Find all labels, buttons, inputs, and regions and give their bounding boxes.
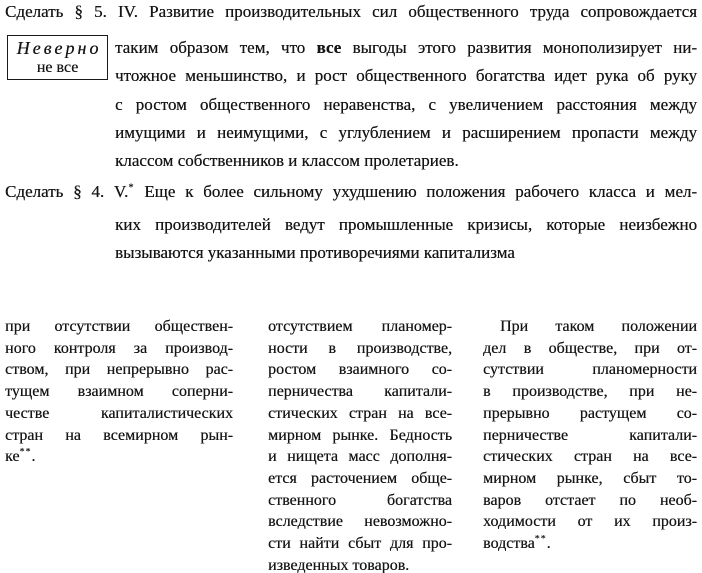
text-line: ется расточением обще- (268, 469, 452, 487)
column-right (483, 316, 697, 555)
text-line: ходимости от их произ- (483, 513, 697, 531)
text-line: вследствие невозможно- (268, 513, 452, 531)
text-line: мирном рынке. Бедность (268, 426, 452, 444)
text-line: ростом взаимного со- (268, 361, 452, 379)
column-left (5, 316, 233, 468)
text-line: водства**. (483, 533, 551, 553)
text-line: ством, при непрерывно рас- (5, 361, 233, 379)
column-middle (268, 316, 452, 573)
annotation-text-neverno: Неверно (16, 38, 102, 58)
paragraph-1-first-line (5, 0, 697, 26)
text-line: и нищета масс дополня- (268, 448, 452, 466)
text-line: отсутствием планомер- (268, 318, 452, 335)
text-line: ке**. (5, 446, 36, 466)
annotation-box (7, 35, 108, 80)
text-line: ного контроля за производ- (5, 339, 233, 357)
text-line: тущем взаимном соперни- (5, 383, 233, 401)
text-line: сти найти сбыт для про- (268, 535, 452, 553)
paragraph-2-body (115, 211, 697, 268)
text-line: стических стран на все- (268, 404, 452, 422)
text-line: Сделать § 4. V.* Еще к более сильному ухудшению положения рабочего класса и мел- (5, 182, 698, 201)
text-line: изведенных товаров. (268, 556, 410, 573)
text-line: ности в производстве, (268, 339, 452, 357)
text-line: стических стран на все- (483, 448, 697, 466)
text-line: варов отстает по необ- (483, 491, 697, 509)
text-line: честве капиталистических (5, 404, 233, 422)
text-line: классом собственников и классом пролетариев. (115, 151, 459, 170)
text-line: ственного богатства (268, 491, 452, 509)
text-line: сутствии планомерности (483, 361, 697, 379)
text-line: Сделать § 5. IV. Развитие производительных сил общественного труда сопровождается (5, 2, 697, 21)
text-line: прерывно растущем со- (483, 404, 697, 422)
text-line: чтожное меньшинство, и рост общественного богатства идет рука об руку (115, 66, 697, 86)
text-line: мирном рынке, сбыт то- (483, 469, 697, 487)
text-line: имущими и неимущими, с углублением и расширением пропасти между (115, 122, 697, 142)
text-line: при отсутствии обществен- (5, 318, 233, 335)
annotation-text-ne-vse: не все (36, 59, 79, 76)
text-line: перничестве капитали- (483, 426, 697, 444)
paragraph-2-first-line (5, 178, 697, 206)
text-line: с ростом общественного неравенства, с увеличением расстояния между (115, 94, 697, 114)
text-line: ких производителей ведут промышленные кризисы, которые неизбежно (115, 215, 697, 234)
text-line: стран на всемирном рын- (5, 426, 233, 444)
text-line: вызываются указанными противоречиями капитализма (115, 243, 515, 263)
text-line: дел в обществе, при от- (483, 339, 697, 357)
text-line: таким образом тем, что все выгоды этого развития монополизирует ни- (115, 38, 697, 57)
text-line: перничества капитали- (268, 383, 452, 401)
paragraph-1-body (115, 34, 697, 175)
text-line: При таком положении (500, 318, 697, 335)
text-line: в производстве, при не- (483, 383, 697, 401)
